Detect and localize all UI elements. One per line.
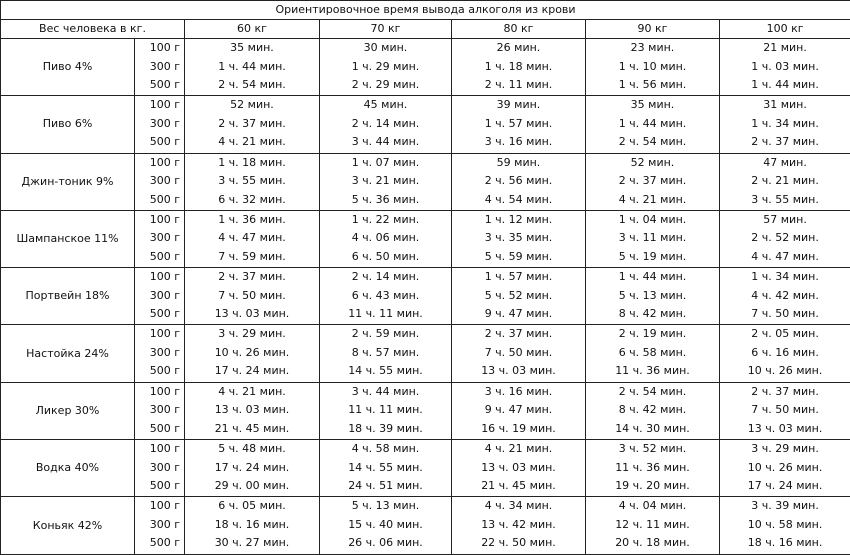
- elimination-time: 29 ч. 00 мин.: [185, 477, 319, 496]
- volume-cell: [135, 382, 185, 439]
- time-cell: [185, 268, 320, 325]
- elimination-time: 1 ч. 34 мин.: [720, 115, 850, 134]
- elimination-time: 6 ч. 50 мин.: [320, 248, 451, 267]
- time-cell: [452, 382, 586, 439]
- elimination-time: 2 ч. 59 мин.: [320, 325, 451, 344]
- time-cell: [452, 96, 586, 153]
- elimination-time: 1 ч. 04 мин.: [586, 211, 719, 230]
- drink-name: Настойка 24%: [1, 325, 135, 382]
- time-cell: [586, 382, 720, 439]
- table-row: [1, 39, 850, 96]
- volume-label: 100 г: [135, 211, 180, 230]
- time-cell: [320, 325, 452, 382]
- volume-cell: [135, 325, 185, 382]
- elimination-time: 1 ч. 36 мин.: [185, 211, 319, 230]
- elimination-time: 3 ч. 16 мин.: [452, 133, 585, 152]
- time-cell: [720, 210, 850, 267]
- time-cell: [185, 497, 320, 554]
- elimination-time: 1 ч. 22 мин.: [320, 211, 451, 230]
- elimination-time: 6 ч. 43 мин.: [320, 287, 451, 306]
- time-cell: [586, 325, 720, 382]
- time-cell: [185, 382, 320, 439]
- elimination-time: 39 мин.: [452, 96, 585, 115]
- elimination-time: 6 ч. 32 мин.: [185, 191, 319, 210]
- elimination-time: 19 ч. 20 мин.: [586, 477, 719, 496]
- elimination-time: 2 ч. 37 мин.: [586, 172, 719, 191]
- elimination-time: 20 ч. 18 мин.: [586, 534, 719, 553]
- drink-name: Пиво 4%: [1, 39, 135, 96]
- elimination-time: 17 ч. 24 мин.: [185, 459, 319, 478]
- elimination-time: 21 ч. 45 мин.: [185, 420, 319, 439]
- volume-label: 300 г: [135, 58, 180, 77]
- time-cell: [320, 268, 452, 325]
- elimination-time: 10 ч. 26 мин.: [720, 459, 850, 478]
- elimination-time: 2 ч. 11 мин.: [452, 76, 585, 95]
- volume-label: 100 г: [135, 96, 180, 115]
- elimination-time: 4 ч. 06 мин.: [320, 229, 451, 248]
- volume-cell: [135, 497, 185, 554]
- volume-cell: [135, 210, 185, 267]
- title-row: [1, 1, 850, 20]
- elimination-time: 1 ч. 44 мин.: [185, 58, 319, 77]
- table-row: [1, 382, 850, 439]
- elimination-time: 17 ч. 24 мин.: [185, 362, 319, 381]
- drink-name: Водка 40%: [1, 440, 135, 497]
- elimination-time: 2 ч. 29 мин.: [320, 76, 451, 95]
- drink-name: Джин-тоник 9%: [1, 153, 135, 210]
- elimination-time: 3 ч. 44 мин.: [320, 383, 451, 402]
- elimination-time: 59 мин.: [452, 154, 585, 173]
- time-cell: [452, 325, 586, 382]
- elimination-time: 11 ч. 36 мин.: [586, 459, 719, 478]
- volume-label: 500 г: [135, 534, 180, 553]
- elimination-time: 18 ч. 16 мин.: [185, 516, 319, 535]
- elimination-time: 14 ч. 55 мин.: [320, 362, 451, 381]
- volume-label: 100 г: [135, 440, 180, 459]
- elimination-time: 5 ч. 36 мин.: [320, 191, 451, 210]
- elimination-time: 5 ч. 48 мин.: [185, 440, 319, 459]
- elimination-time: 30 мин.: [320, 39, 451, 58]
- time-cell: [320, 440, 452, 497]
- elimination-time: 57 мин.: [720, 211, 850, 230]
- table-row: [1, 497, 850, 554]
- time-cell: [185, 440, 320, 497]
- time-cell: [586, 96, 720, 153]
- drink-name: Ликер 30%: [1, 382, 135, 439]
- elimination-time: 2 ч. 14 мин.: [320, 268, 451, 287]
- elimination-time: 1 ч. 18 мин.: [185, 154, 319, 173]
- elimination-time: 1 ч. 56 мин.: [586, 76, 719, 95]
- elimination-time: 26 мин.: [452, 39, 585, 58]
- volume-label: 100 г: [135, 39, 180, 58]
- time-cell: [586, 497, 720, 554]
- time-cell: [320, 153, 452, 210]
- elimination-time: 7 ч. 50 мин.: [185, 287, 319, 306]
- elimination-time: 4 ч. 42 мин.: [720, 287, 850, 306]
- table-row: [1, 325, 850, 382]
- elimination-time: 15 ч. 40 мин.: [320, 516, 451, 535]
- time-cell: [320, 96, 452, 153]
- table-row: [1, 153, 850, 210]
- elimination-time: 8 ч. 42 мин.: [586, 401, 719, 420]
- time-cell: [586, 210, 720, 267]
- elimination-time: 35 мин.: [185, 39, 319, 58]
- time-cell: [185, 39, 320, 96]
- volume-cell: [135, 96, 185, 153]
- elimination-time: 21 мин.: [720, 39, 850, 58]
- time-cell: [320, 210, 452, 267]
- elimination-time: 4 ч. 04 мин.: [586, 497, 719, 516]
- elimination-time: 14 ч. 30 мин.: [586, 420, 719, 439]
- time-cell: [586, 440, 720, 497]
- volume-label: 500 г: [135, 248, 180, 267]
- drink-name: Шампанское 11%: [1, 210, 135, 267]
- volume-cell: [135, 39, 185, 96]
- elimination-time: 5 ч. 52 мин.: [452, 287, 585, 306]
- weight-column-header: 80 кг: [452, 20, 586, 39]
- elimination-time: 10 ч. 26 мин.: [185, 344, 319, 363]
- elimination-time: 52 мин.: [586, 154, 719, 173]
- elimination-time: 1 ч. 34 мин.: [720, 268, 850, 287]
- elimination-time: 4 ч. 21 мин.: [185, 133, 319, 152]
- drink-name: Портвейн 18%: [1, 268, 135, 325]
- elimination-time: 4 ч. 54 мин.: [452, 191, 585, 210]
- time-cell: [720, 96, 850, 153]
- time-cell: [185, 210, 320, 267]
- elimination-time: 2 ч. 54 мин.: [586, 383, 719, 402]
- elimination-time: 2 ч. 37 мин.: [185, 115, 319, 134]
- elimination-time: 4 ч. 47 мин.: [185, 229, 319, 248]
- elimination-time: 5 ч. 59 мин.: [452, 248, 585, 267]
- volume-label: 300 г: [135, 115, 180, 134]
- volume-label: 300 г: [135, 516, 180, 535]
- header-row: [1, 20, 850, 39]
- volume-label: 500 г: [135, 133, 180, 152]
- elimination-time: 3 ч. 29 мин.: [720, 440, 850, 459]
- time-cell: [720, 497, 850, 554]
- elimination-time: 2 ч. 19 мин.: [586, 325, 719, 344]
- elimination-time: 9 ч. 47 мин.: [452, 305, 585, 324]
- volume-label: 100 г: [135, 268, 180, 287]
- elimination-time: 10 ч. 58 мин.: [720, 516, 850, 535]
- time-cell: [586, 39, 720, 96]
- time-cell: [320, 382, 452, 439]
- weight-header-label: Вес человека в кг.: [1, 20, 185, 39]
- time-cell: [452, 39, 586, 96]
- drink-name: Пиво 6%: [1, 96, 135, 153]
- elimination-time: 13 ч. 42 мин.: [452, 516, 585, 535]
- time-cell: [586, 268, 720, 325]
- elimination-time: 1 ч. 44 мин.: [586, 115, 719, 134]
- elimination-time: 3 ч. 55 мин.: [185, 172, 319, 191]
- table-row: [1, 268, 850, 325]
- time-cell: [320, 497, 452, 554]
- time-cell: [586, 153, 720, 210]
- elimination-time: 4 ч. 21 мин.: [586, 191, 719, 210]
- elimination-time: 2 ч. 37 мин.: [720, 133, 850, 152]
- elimination-time: 35 мин.: [586, 96, 719, 115]
- elimination-time: 4 ч. 58 мин.: [320, 440, 451, 459]
- elimination-time: 11 ч. 11 мин.: [320, 305, 451, 324]
- time-cell: [720, 268, 850, 325]
- time-cell: [452, 268, 586, 325]
- volume-label: 300 г: [135, 229, 180, 248]
- elimination-time: 2 ч. 21 мин.: [720, 172, 850, 191]
- elimination-time: 21 ч. 45 мин.: [452, 477, 585, 496]
- elimination-time: 3 ч. 11 мин.: [586, 229, 719, 248]
- volume-label: 500 г: [135, 420, 180, 439]
- volume-cell: [135, 268, 185, 325]
- elimination-time: 2 ч. 37 мин.: [452, 325, 585, 344]
- elimination-time: 2 ч. 05 мин.: [720, 325, 850, 344]
- elimination-time: 14 ч. 55 мин.: [320, 459, 451, 478]
- volume-label: 300 г: [135, 344, 180, 363]
- time-cell: [452, 210, 586, 267]
- time-cell: [452, 440, 586, 497]
- elimination-time: 18 ч. 39 мин.: [320, 420, 451, 439]
- elimination-time: 6 ч. 16 мин.: [720, 344, 850, 363]
- elimination-time: 11 ч. 36 мин.: [586, 362, 719, 381]
- elimination-time: 5 ч. 19 мин.: [586, 248, 719, 267]
- time-cell: [720, 325, 850, 382]
- time-cell: [452, 153, 586, 210]
- elimination-time: 3 ч. 44 мин.: [320, 133, 451, 152]
- elimination-time: 3 ч. 21 мин.: [320, 172, 451, 191]
- volume-label: 300 г: [135, 459, 180, 478]
- elimination-time: 6 ч. 58 мин.: [586, 344, 719, 363]
- elimination-time: 4 ч. 21 мин.: [185, 383, 319, 402]
- elimination-time: 17 ч. 24 мин.: [720, 477, 850, 496]
- volume-label: 500 г: [135, 191, 180, 210]
- elimination-time: 7 ч. 50 мин.: [720, 401, 850, 420]
- elimination-time: 1 ч. 29 мин.: [320, 58, 451, 77]
- volume-cell: [135, 153, 185, 210]
- elimination-time: 4 ч. 34 мин.: [452, 497, 585, 516]
- elimination-time: 3 ч. 39 мин.: [720, 497, 850, 516]
- elimination-time: 5 ч. 13 мин.: [320, 497, 451, 516]
- elimination-time: 3 ч. 29 мин.: [185, 325, 319, 344]
- elimination-time: 1 ч. 57 мин.: [452, 115, 585, 134]
- elimination-time: 3 ч. 35 мин.: [452, 229, 585, 248]
- weight-column-header: 90 кг: [586, 20, 720, 39]
- volume-cell: [135, 440, 185, 497]
- elimination-time: 18 ч. 16 мин.: [720, 534, 850, 553]
- elimination-time: 3 ч. 52 мин.: [586, 440, 719, 459]
- table-row: [1, 96, 850, 153]
- elimination-time: 4 ч. 21 мин.: [452, 440, 585, 459]
- elimination-time: 1 ч. 07 мин.: [320, 154, 451, 173]
- elimination-time: 2 ч. 56 мин.: [452, 172, 585, 191]
- weight-column-header: 60 кг: [185, 20, 320, 39]
- elimination-time: 4 ч. 47 мин.: [720, 248, 850, 267]
- elimination-time: 2 ч. 37 мин.: [185, 268, 319, 287]
- elimination-time: 13 ч. 03 мин.: [452, 362, 585, 381]
- elimination-time: 13 ч. 03 мин.: [185, 305, 319, 324]
- drink-name: Коньяк 42%: [1, 497, 135, 554]
- time-cell: [720, 153, 850, 210]
- elimination-time: 3 ч. 16 мин.: [452, 383, 585, 402]
- volume-label: 100 г: [135, 383, 180, 402]
- elimination-time: 9 ч. 47 мин.: [452, 401, 585, 420]
- volume-label: 500 г: [135, 76, 180, 95]
- elimination-time: 1 ч. 57 мин.: [452, 268, 585, 287]
- elimination-time: 1 ч. 10 мин.: [586, 58, 719, 77]
- time-cell: [185, 325, 320, 382]
- elimination-time: 7 ч. 50 мин.: [720, 305, 850, 324]
- volume-label: 300 г: [135, 172, 180, 191]
- elimination-time: 6 ч. 05 мин.: [185, 497, 319, 516]
- volume-label: 500 г: [135, 305, 180, 324]
- elimination-time: 8 ч. 57 мин.: [320, 344, 451, 363]
- elimination-time: 2 ч. 37 мин.: [720, 383, 850, 402]
- elimination-time: 1 ч. 44 мин.: [720, 76, 850, 95]
- volume-label: 500 г: [135, 362, 180, 381]
- elimination-time: 31 мин.: [720, 96, 850, 115]
- elimination-time: 2 ч. 52 мин.: [720, 229, 850, 248]
- elimination-time: 16 ч. 19 мин.: [452, 420, 585, 439]
- elimination-time: 30 ч. 27 мин.: [185, 534, 319, 553]
- elimination-time: 10 ч. 26 мин.: [720, 362, 850, 381]
- elimination-time: 13 ч. 03 мин.: [452, 459, 585, 478]
- elimination-time: 13 ч. 03 мин.: [720, 420, 850, 439]
- weight-column-header: 100 кг: [720, 20, 850, 39]
- table-title: Ориентировочное время вывода алкоголя из крови: [1, 1, 850, 20]
- volume-label: 100 г: [135, 325, 180, 344]
- elimination-time: 3 ч. 55 мин.: [720, 191, 850, 210]
- table-row: [1, 210, 850, 267]
- weight-column-header: 70 кг: [320, 20, 452, 39]
- time-cell: [720, 440, 850, 497]
- volume-label: 100 г: [135, 497, 180, 516]
- elimination-time: 8 ч. 42 мин.: [586, 305, 719, 324]
- elimination-time: 1 ч. 18 мин.: [452, 58, 585, 77]
- elimination-time: 45 мин.: [320, 96, 451, 115]
- elimination-time: 47 мин.: [720, 154, 850, 173]
- elimination-time: 12 ч. 11 мин.: [586, 516, 719, 535]
- elimination-time: 1 ч. 03 мин.: [720, 58, 850, 77]
- elimination-time: 2 ч. 14 мин.: [320, 115, 451, 134]
- elimination-time: 11 ч. 11 мин.: [320, 401, 451, 420]
- elimination-time: 24 ч. 51 мин.: [320, 477, 451, 496]
- volume-label: 300 г: [135, 401, 180, 420]
- volume-label: 500 г: [135, 477, 180, 496]
- volume-label: 300 г: [135, 287, 180, 306]
- table-row: [1, 440, 850, 497]
- time-cell: [720, 39, 850, 96]
- elimination-time: 13 ч. 03 мин.: [185, 401, 319, 420]
- elimination-time: 2 ч. 54 мин.: [586, 133, 719, 152]
- time-cell: [185, 96, 320, 153]
- volume-label: 100 г: [135, 154, 180, 173]
- time-cell: [320, 39, 452, 96]
- elimination-time: 2 ч. 54 мин.: [185, 76, 319, 95]
- time-cell: [452, 497, 586, 554]
- time-cell: [185, 153, 320, 210]
- elimination-time: 23 мин.: [586, 39, 719, 58]
- elimination-time: 5 ч. 13 мин.: [586, 287, 719, 306]
- elimination-time: 22 ч. 50 мин.: [452, 534, 585, 553]
- elimination-time: 26 ч. 06 мин.: [320, 534, 451, 553]
- elimination-time: 7 ч. 59 мин.: [185, 248, 319, 267]
- time-cell: [720, 382, 850, 439]
- elimination-time: 1 ч. 44 мин.: [586, 268, 719, 287]
- elimination-time: 52 мин.: [185, 96, 319, 115]
- elimination-time: 7 ч. 50 мин.: [452, 344, 585, 363]
- elimination-time: 1 ч. 12 мин.: [452, 211, 585, 230]
